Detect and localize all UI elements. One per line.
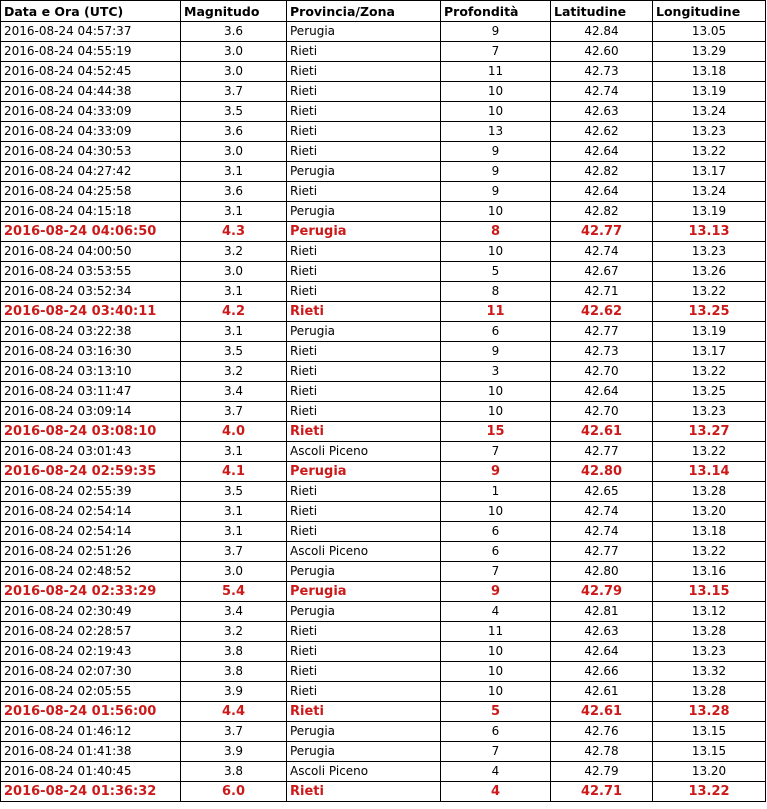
cell-latitude: 42.62 <box>551 302 653 322</box>
cell-magnitude: 3.9 <box>181 682 287 702</box>
cell-latitude: 42.79 <box>551 762 653 782</box>
cell-datetime: 2016-08-24 04:25:58 <box>1 182 181 202</box>
cell-datetime: 2016-08-24 01:36:32 <box>1 782 181 802</box>
cell-depth: 10 <box>441 402 551 422</box>
cell-latitude: 42.64 <box>551 142 653 162</box>
table-row <box>1 262 766 282</box>
table-row <box>1 502 766 522</box>
cell-latitude: 42.80 <box>551 462 653 482</box>
cell-latitude: 42.61 <box>551 702 653 722</box>
cell-depth: 4 <box>441 782 551 802</box>
cell-magnitude: 3.7 <box>181 402 287 422</box>
cell-datetime: 2016-08-24 02:30:49 <box>1 602 181 622</box>
table-row <box>1 702 766 722</box>
cell-depth: 7 <box>441 442 551 462</box>
cell-depth: 6 <box>441 322 551 342</box>
cell-zone: Rieti <box>287 522 441 542</box>
cell-magnitude: 4.4 <box>181 702 287 722</box>
cell-magnitude: 3.4 <box>181 382 287 402</box>
cell-longitude: 13.23 <box>653 402 766 422</box>
cell-longitude: 13.28 <box>653 622 766 642</box>
cell-longitude: 13.05 <box>653 22 766 42</box>
cell-datetime: 2016-08-24 04:52:45 <box>1 62 181 82</box>
cell-longitude: 13.28 <box>653 482 766 502</box>
cell-datetime: 2016-08-24 03:52:34 <box>1 282 181 302</box>
cell-zone: Rieti <box>287 642 441 662</box>
cell-magnitude: 4.3 <box>181 222 287 242</box>
cell-latitude: 42.79 <box>551 582 653 602</box>
cell-latitude: 42.77 <box>551 222 653 242</box>
cell-latitude: 42.74 <box>551 522 653 542</box>
cell-latitude: 42.78 <box>551 742 653 762</box>
cell-datetime: 2016-08-24 04:57:37 <box>1 22 181 42</box>
cell-longitude: 13.20 <box>653 502 766 522</box>
cell-magnitude: 3.1 <box>181 502 287 522</box>
table-row <box>1 362 766 382</box>
cell-longitude: 13.29 <box>653 42 766 62</box>
cell-depth: 10 <box>441 82 551 102</box>
cell-depth: 10 <box>441 202 551 222</box>
cell-zone: Rieti <box>287 622 441 642</box>
cell-depth: 7 <box>441 42 551 62</box>
cell-depth: 9 <box>441 22 551 42</box>
cell-depth: 10 <box>441 682 551 702</box>
cell-depth: 10 <box>441 102 551 122</box>
cell-magnitude: 3.2 <box>181 362 287 382</box>
cell-latitude: 42.74 <box>551 502 653 522</box>
cell-longitude: 13.16 <box>653 562 766 582</box>
table-row <box>1 182 766 202</box>
cell-longitude: 13.23 <box>653 122 766 142</box>
cell-magnitude: 3.6 <box>181 122 287 142</box>
cell-latitude: 42.64 <box>551 182 653 202</box>
cell-longitude: 13.27 <box>653 422 766 442</box>
cell-longitude: 13.28 <box>653 682 766 702</box>
cell-depth: 9 <box>441 582 551 602</box>
table-row <box>1 482 766 502</box>
table-row <box>1 382 766 402</box>
cell-datetime: 2016-08-24 04:44:38 <box>1 82 181 102</box>
cell-depth: 6 <box>441 542 551 562</box>
cell-depth: 5 <box>441 702 551 722</box>
cell-depth: 8 <box>441 222 551 242</box>
cell-datetime: 2016-08-24 03:01:43 <box>1 442 181 462</box>
cell-magnitude: 3.0 <box>181 42 287 62</box>
cell-depth: 11 <box>441 302 551 322</box>
table-row <box>1 782 766 802</box>
cell-magnitude: 3.5 <box>181 342 287 362</box>
cell-latitude: 42.61 <box>551 682 653 702</box>
cell-zone: Rieti <box>287 182 441 202</box>
cell-latitude: 42.71 <box>551 782 653 802</box>
cell-zone: Rieti <box>287 342 441 362</box>
cell-latitude: 42.76 <box>551 722 653 742</box>
table-row <box>1 242 766 262</box>
cell-datetime: 2016-08-24 02:05:55 <box>1 682 181 702</box>
cell-zone: Rieti <box>287 262 441 282</box>
cell-datetime: 2016-08-24 02:59:35 <box>1 462 181 482</box>
cell-magnitude: 3.1 <box>181 162 287 182</box>
header-zone: Provincia/Zona <box>287 1 441 22</box>
cell-depth: 9 <box>441 142 551 162</box>
cell-zone: Rieti <box>287 122 441 142</box>
cell-depth: 10 <box>441 242 551 262</box>
table-row <box>1 122 766 142</box>
cell-datetime: 2016-08-24 02:54:14 <box>1 502 181 522</box>
cell-magnitude: 3.4 <box>181 602 287 622</box>
cell-longitude: 13.17 <box>653 162 766 182</box>
cell-longitude: 13.22 <box>653 282 766 302</box>
table-row <box>1 582 766 602</box>
cell-datetime: 2016-08-24 03:53:55 <box>1 262 181 282</box>
cell-longitude: 13.18 <box>653 522 766 542</box>
cell-datetime: 2016-08-24 04:15:18 <box>1 202 181 222</box>
cell-datetime: 2016-08-24 04:27:42 <box>1 162 181 182</box>
cell-datetime: 2016-08-24 02:51:26 <box>1 542 181 562</box>
cell-magnitude: 6.0 <box>181 782 287 802</box>
cell-longitude: 13.20 <box>653 762 766 782</box>
table-row <box>1 562 766 582</box>
cell-datetime: 2016-08-24 01:40:45 <box>1 762 181 782</box>
cell-longitude: 13.26 <box>653 262 766 282</box>
cell-magnitude: 3.8 <box>181 642 287 662</box>
cell-zone: Rieti <box>287 362 441 382</box>
cell-datetime: 2016-08-24 01:41:38 <box>1 742 181 762</box>
cell-longitude: 13.19 <box>653 322 766 342</box>
table-body <box>1 22 766 802</box>
cell-magnitude: 3.5 <box>181 482 287 502</box>
cell-zone: Rieti <box>287 682 441 702</box>
cell-latitude: 42.67 <box>551 262 653 282</box>
cell-depth: 7 <box>441 562 551 582</box>
cell-datetime: 2016-08-24 03:11:47 <box>1 382 181 402</box>
cell-longitude: 13.25 <box>653 382 766 402</box>
cell-magnitude: 3.8 <box>181 662 287 682</box>
cell-latitude: 42.73 <box>551 62 653 82</box>
cell-magnitude: 3.7 <box>181 542 287 562</box>
cell-latitude: 42.77 <box>551 322 653 342</box>
header-row <box>1 1 766 22</box>
cell-datetime: 2016-08-24 02:19:43 <box>1 642 181 662</box>
cell-depth: 13 <box>441 122 551 142</box>
cell-depth: 9 <box>441 182 551 202</box>
cell-latitude: 42.77 <box>551 542 653 562</box>
table-row <box>1 42 766 62</box>
cell-longitude: 13.14 <box>653 462 766 482</box>
cell-magnitude: 3.1 <box>181 282 287 302</box>
cell-zone: Rieti <box>287 502 441 522</box>
cell-depth: 11 <box>441 622 551 642</box>
cell-longitude: 13.12 <box>653 602 766 622</box>
cell-depth: 4 <box>441 762 551 782</box>
table-row <box>1 642 766 662</box>
cell-magnitude: 3.9 <box>181 742 287 762</box>
cell-zone: Perugia <box>287 742 441 762</box>
cell-zone: Rieti <box>287 102 441 122</box>
cell-longitude: 13.17 <box>653 342 766 362</box>
cell-longitude: 13.15 <box>653 582 766 602</box>
cell-magnitude: 3.7 <box>181 82 287 102</box>
cell-magnitude: 3.0 <box>181 562 287 582</box>
table-row <box>1 22 766 42</box>
cell-magnitude: 3.6 <box>181 22 287 42</box>
cell-latitude: 42.82 <box>551 202 653 222</box>
cell-zone: Rieti <box>287 82 441 102</box>
cell-zone: Rieti <box>287 282 441 302</box>
cell-depth: 9 <box>441 342 551 362</box>
cell-zone: Rieti <box>287 702 441 722</box>
cell-longitude: 13.13 <box>653 222 766 242</box>
table-row <box>1 62 766 82</box>
cell-zone: Rieti <box>287 402 441 422</box>
cell-magnitude: 3.0 <box>181 62 287 82</box>
cell-datetime: 2016-08-24 02:28:57 <box>1 622 181 642</box>
cell-depth: 1 <box>441 482 551 502</box>
cell-latitude: 42.74 <box>551 82 653 102</box>
cell-datetime: 2016-08-24 01:56:00 <box>1 702 181 722</box>
cell-latitude: 42.65 <box>551 482 653 502</box>
cell-zone: Ascoli Piceno <box>287 442 441 462</box>
cell-latitude: 42.82 <box>551 162 653 182</box>
table-row <box>1 762 766 782</box>
cell-magnitude: 4.0 <box>181 422 287 442</box>
table-row <box>1 662 766 682</box>
cell-zone: Perugia <box>287 462 441 482</box>
cell-latitude: 42.73 <box>551 342 653 362</box>
cell-longitude: 13.24 <box>653 182 766 202</box>
table-row <box>1 602 766 622</box>
cell-magnitude: 4.1 <box>181 462 287 482</box>
cell-longitude: 13.15 <box>653 742 766 762</box>
cell-latitude: 42.64 <box>551 382 653 402</box>
cell-zone: Perugia <box>287 322 441 342</box>
cell-longitude: 13.15 <box>653 722 766 742</box>
table-row <box>1 442 766 462</box>
cell-datetime: 2016-08-24 03:08:10 <box>1 422 181 442</box>
cell-latitude: 42.66 <box>551 662 653 682</box>
cell-datetime: 2016-08-24 03:13:10 <box>1 362 181 382</box>
cell-longitude: 13.18 <box>653 62 766 82</box>
table-row <box>1 682 766 702</box>
cell-zone: Perugia <box>287 22 441 42</box>
cell-magnitude: 3.1 <box>181 322 287 342</box>
cell-datetime: 2016-08-24 03:40:11 <box>1 302 181 322</box>
table-row <box>1 722 766 742</box>
cell-longitude: 13.28 <box>653 702 766 722</box>
cell-depth: 10 <box>441 662 551 682</box>
cell-zone: Ascoli Piceno <box>287 542 441 562</box>
table-row <box>1 202 766 222</box>
table-row <box>1 142 766 162</box>
cell-depth: 8 <box>441 282 551 302</box>
cell-depth: 7 <box>441 742 551 762</box>
cell-latitude: 42.63 <box>551 622 653 642</box>
cell-zone: Perugia <box>287 562 441 582</box>
cell-datetime: 2016-08-24 02:07:30 <box>1 662 181 682</box>
cell-latitude: 42.70 <box>551 362 653 382</box>
cell-datetime: 2016-08-24 04:33:09 <box>1 102 181 122</box>
cell-longitude: 13.19 <box>653 202 766 222</box>
cell-longitude: 13.22 <box>653 442 766 462</box>
cell-depth: 9 <box>441 462 551 482</box>
cell-zone: Perugia <box>287 602 441 622</box>
cell-longitude: 13.22 <box>653 542 766 562</box>
cell-zone: Perugia <box>287 202 441 222</box>
cell-magnitude: 3.5 <box>181 102 287 122</box>
cell-latitude: 42.63 <box>551 102 653 122</box>
cell-latitude: 42.71 <box>551 282 653 302</box>
cell-zone: Perugia <box>287 722 441 742</box>
cell-longitude: 13.22 <box>653 362 766 382</box>
cell-depth: 15 <box>441 422 551 442</box>
cell-latitude: 42.64 <box>551 642 653 662</box>
cell-magnitude: 3.8 <box>181 762 287 782</box>
header-depth: Profondità <box>441 1 551 22</box>
table-row <box>1 522 766 542</box>
table-row <box>1 462 766 482</box>
cell-datetime: 2016-08-24 03:16:30 <box>1 342 181 362</box>
header-magnitude: Magnitudo <box>181 1 287 22</box>
cell-latitude: 42.81 <box>551 602 653 622</box>
cell-magnitude: 3.2 <box>181 242 287 262</box>
cell-zone: Rieti <box>287 242 441 262</box>
cell-zone: Rieti <box>287 302 441 322</box>
cell-longitude: 13.32 <box>653 662 766 682</box>
cell-magnitude: 3.0 <box>181 142 287 162</box>
cell-datetime: 2016-08-24 01:46:12 <box>1 722 181 742</box>
table-row <box>1 542 766 562</box>
cell-datetime: 2016-08-24 02:54:14 <box>1 522 181 542</box>
cell-datetime: 2016-08-24 03:22:38 <box>1 322 181 342</box>
cell-longitude: 13.24 <box>653 102 766 122</box>
table-row <box>1 322 766 342</box>
table-row <box>1 162 766 182</box>
cell-depth: 6 <box>441 522 551 542</box>
cell-magnitude: 5.4 <box>181 582 287 602</box>
cell-latitude: 42.62 <box>551 122 653 142</box>
table-row <box>1 742 766 762</box>
table-row <box>1 82 766 102</box>
table-row <box>1 102 766 122</box>
header-latitude: Latitudine <box>551 1 653 22</box>
cell-latitude: 42.70 <box>551 402 653 422</box>
cell-zone: Perugia <box>287 582 441 602</box>
cell-zone: Rieti <box>287 62 441 82</box>
cell-datetime: 2016-08-24 04:06:50 <box>1 222 181 242</box>
cell-magnitude: 3.7 <box>181 722 287 742</box>
table-row <box>1 402 766 422</box>
cell-depth: 6 <box>441 722 551 742</box>
header-datetime: Data e Ora (UTC) <box>1 1 181 22</box>
cell-longitude: 13.22 <box>653 782 766 802</box>
cell-zone: Perugia <box>287 222 441 242</box>
cell-longitude: 13.25 <box>653 302 766 322</box>
table-row <box>1 282 766 302</box>
cell-magnitude: 3.1 <box>181 442 287 462</box>
cell-zone: Rieti <box>287 662 441 682</box>
cell-zone: Rieti <box>287 782 441 802</box>
cell-latitude: 42.77 <box>551 442 653 462</box>
table-row <box>1 622 766 642</box>
header-longitude: Longitudine <box>653 1 766 22</box>
cell-latitude: 42.84 <box>551 22 653 42</box>
cell-zone: Rieti <box>287 422 441 442</box>
cell-depth: 3 <box>441 362 551 382</box>
cell-zone: Ascoli Piceno <box>287 762 441 782</box>
cell-magnitude: 3.0 <box>181 262 287 282</box>
cell-zone: Rieti <box>287 42 441 62</box>
cell-datetime: 2016-08-24 04:33:09 <box>1 122 181 142</box>
cell-datetime: 2016-08-24 02:55:39 <box>1 482 181 502</box>
cell-depth: 10 <box>441 382 551 402</box>
cell-zone: Rieti <box>287 382 441 402</box>
table-row <box>1 222 766 242</box>
cell-datetime: 2016-08-24 02:48:52 <box>1 562 181 582</box>
cell-longitude: 13.22 <box>653 142 766 162</box>
cell-zone: Perugia <box>287 162 441 182</box>
cell-datetime: 2016-08-24 03:09:14 <box>1 402 181 422</box>
table-row <box>1 422 766 442</box>
cell-latitude: 42.74 <box>551 242 653 262</box>
cell-depth: 4 <box>441 602 551 622</box>
cell-datetime: 2016-08-24 04:00:50 <box>1 242 181 262</box>
cell-datetime: 2016-08-24 04:55:19 <box>1 42 181 62</box>
cell-latitude: 42.60 <box>551 42 653 62</box>
cell-longitude: 13.19 <box>653 82 766 102</box>
cell-depth: 10 <box>441 502 551 522</box>
cell-longitude: 13.23 <box>653 642 766 662</box>
cell-magnitude: 3.1 <box>181 202 287 222</box>
cell-latitude: 42.61 <box>551 422 653 442</box>
cell-zone: Rieti <box>287 142 441 162</box>
cell-magnitude: 4.2 <box>181 302 287 322</box>
table-row <box>1 342 766 362</box>
cell-datetime: 2016-08-24 04:30:53 <box>1 142 181 162</box>
cell-depth: 9 <box>441 162 551 182</box>
cell-magnitude: 3.6 <box>181 182 287 202</box>
cell-zone: Rieti <box>287 482 441 502</box>
table-row <box>1 302 766 322</box>
cell-depth: 5 <box>441 262 551 282</box>
cell-depth: 10 <box>441 642 551 662</box>
cell-longitude: 13.23 <box>653 242 766 262</box>
cell-magnitude: 3.1 <box>181 522 287 542</box>
cell-magnitude: 3.2 <box>181 622 287 642</box>
cell-latitude: 42.80 <box>551 562 653 582</box>
cell-depth: 11 <box>441 62 551 82</box>
cell-datetime: 2016-08-24 02:33:29 <box>1 582 181 602</box>
